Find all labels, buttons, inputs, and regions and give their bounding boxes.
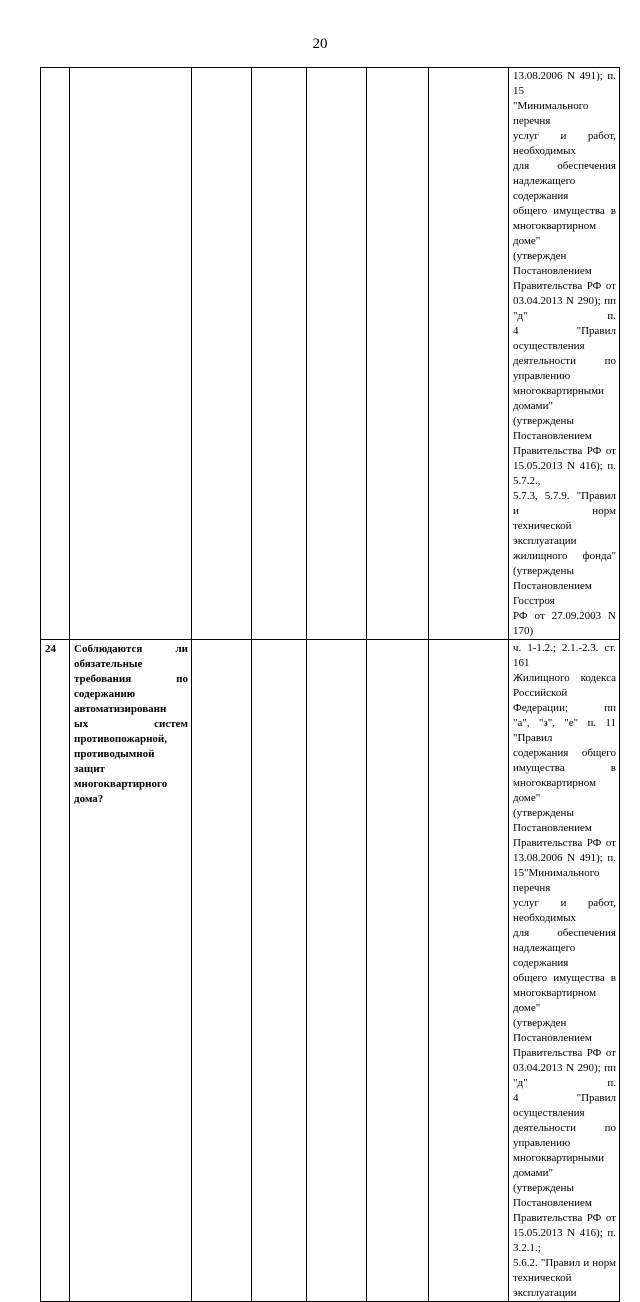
legal-basis-line: общего имущества в bbox=[513, 972, 616, 984]
cell-legal-basis bbox=[509, 68, 620, 640]
question-line: дома? bbox=[74, 793, 104, 805]
legal-basis-line: Российской Федерации; пп bbox=[513, 687, 616, 714]
cell-empty bbox=[307, 640, 367, 1302]
cell-empty bbox=[252, 640, 307, 1302]
legal-basis-line: Правительства РФ от bbox=[513, 445, 616, 457]
legal-basis-line: (утверждены bbox=[513, 565, 574, 577]
legal-basis-line: технической эксплуатации bbox=[513, 520, 577, 547]
legal-basis-line: деятельности по управлению bbox=[513, 1122, 616, 1149]
question-line: обязательные bbox=[74, 658, 143, 670]
legal-basis-line: технической эксплуатации bbox=[513, 1272, 577, 1299]
legal-basis-line: многоквартирном доме" bbox=[513, 220, 597, 247]
table-row-24 bbox=[41, 640, 620, 1302]
legal-basis-line: 4 "Правил осуществления bbox=[513, 325, 616, 352]
table-row-continued bbox=[41, 68, 620, 640]
legal-basis-line: 13.08.2006 N 491); п. bbox=[513, 852, 616, 864]
legal-basis-line: услуг и работ, необходимых bbox=[513, 897, 616, 924]
legal-basis-line: Правительства РФ от bbox=[513, 837, 616, 849]
question-line: требования по bbox=[74, 673, 188, 685]
legal-basis-line: многоквартирными домами" bbox=[513, 385, 605, 412]
cell-empty bbox=[192, 640, 252, 1302]
legal-basis-line: жилищного фонда" bbox=[513, 550, 616, 562]
legal-basis-line: содержания общего bbox=[513, 747, 616, 759]
legal-basis-line: многоквартирном доме" bbox=[513, 777, 597, 804]
question-line: противопожарной, bbox=[74, 733, 168, 745]
legal-basis-line: 03.04.2013 N 290); пп "д" п. bbox=[513, 1062, 616, 1089]
legal-basis-line: (утверждены bbox=[513, 1182, 574, 1194]
cell-empty bbox=[429, 68, 509, 640]
legal-basis-line: (утвержден Постановлением bbox=[513, 1017, 592, 1044]
legal-basis-line: Правительства РФ от bbox=[513, 1047, 616, 1059]
cell-empty bbox=[252, 68, 307, 640]
legal-basis-line: Жилищного кодекса bbox=[513, 672, 616, 684]
cell-empty bbox=[429, 640, 509, 1302]
cell-empty bbox=[367, 68, 429, 640]
checklist-table bbox=[40, 67, 620, 1302]
legal-basis-line: деятельности по управлению bbox=[513, 355, 616, 382]
question-line: содержанию bbox=[74, 688, 136, 700]
question-line: Соблюдаются ли bbox=[74, 643, 188, 655]
legal-basis-line: общего имущества в bbox=[513, 205, 616, 217]
legal-basis-line: многоквартирными домами" bbox=[513, 1152, 605, 1179]
legal-basis-line: надлежащего содержания bbox=[513, 175, 576, 202]
cell-legal-basis bbox=[509, 640, 620, 1302]
legal-basis-line: 5.6.2. "Правил и норм bbox=[513, 1257, 616, 1269]
legal-basis-line: 15.05.2013 N 416); п. 3.2.1.; bbox=[513, 1227, 616, 1254]
legal-basis-line: "Минимального перечня bbox=[513, 100, 589, 127]
legal-basis-line: (утверждены bbox=[513, 415, 574, 427]
legal-basis-line: для обеспечения bbox=[513, 160, 616, 172]
legal-basis-line: 15"Минимального перечня bbox=[513, 867, 600, 894]
cell-empty bbox=[367, 640, 429, 1302]
legal-basis-line: 4 "Правил осуществления bbox=[513, 1092, 616, 1119]
legal-basis-line: РФ от 27.09.2003 N 170) bbox=[513, 610, 616, 637]
legal-basis-line: 5.7.3, 5.7.9. "Правил и норм bbox=[513, 490, 616, 517]
legal-basis-line: (утвержден Постановлением bbox=[513, 250, 592, 277]
legal-basis-line: Постановлением bbox=[513, 822, 592, 834]
cell-question bbox=[70, 68, 192, 640]
question-line: многоквартирного bbox=[74, 778, 168, 790]
legal-basis-line: "а", "з", "е" п. 11 "Правил bbox=[513, 717, 616, 744]
legal-basis-line: Постановлением bbox=[513, 1197, 592, 1209]
legal-basis-line: ч. 1-1.2.; 2.1.-2.3. ст. 161 bbox=[513, 642, 616, 669]
cell-question bbox=[70, 640, 192, 1302]
legal-basis-line: Правительства РФ от bbox=[513, 1212, 616, 1224]
question-line: автоматизированн bbox=[74, 703, 167, 715]
legal-basis-line: услуг и работ, необходимых bbox=[513, 130, 616, 157]
legal-basis-line: Постановлением bbox=[513, 430, 592, 442]
legal-basis-line: многоквартирном доме" bbox=[513, 987, 597, 1014]
question-line: противодымной bbox=[74, 748, 155, 760]
cell-empty bbox=[192, 68, 252, 640]
question-line: ых систем bbox=[74, 718, 188, 730]
legal-basis-line: (утверждены bbox=[513, 807, 574, 819]
legal-basis-line: 15.05.2013 N 416); п. 5.7.2., bbox=[513, 460, 616, 487]
legal-basis-line: 03.04.2013 N 290); пп "д" п. bbox=[513, 295, 616, 322]
legal-basis-line: Правительства РФ от bbox=[513, 280, 616, 292]
legal-basis-line: Постановлением Госстроя bbox=[513, 580, 592, 607]
legal-basis-line: имущества в bbox=[513, 762, 616, 774]
cell-number: 24 bbox=[41, 640, 70, 1302]
cell-empty bbox=[307, 68, 367, 640]
question-line: защит bbox=[74, 763, 105, 775]
page-number: 20 bbox=[312, 36, 328, 52]
legal-basis-line: 13.08.2006 N 491); п. 15 bbox=[513, 70, 616, 97]
legal-basis-line: надлежащего содержания bbox=[513, 942, 576, 969]
legal-basis-line: для обеспечения bbox=[513, 927, 616, 939]
cell-number bbox=[41, 68, 70, 640]
